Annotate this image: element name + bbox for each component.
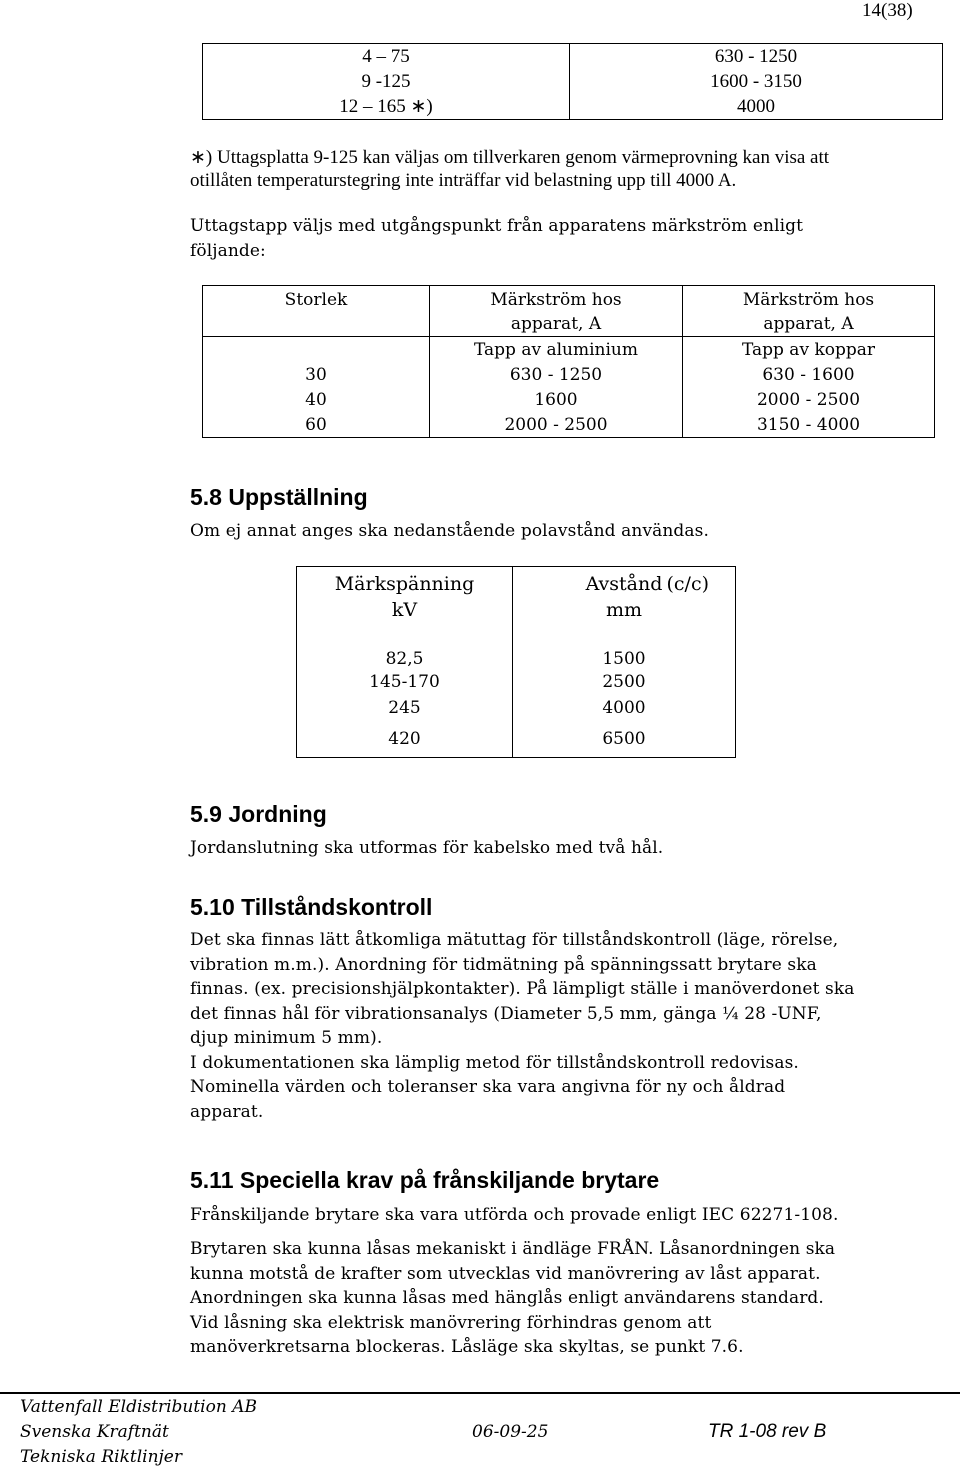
section-text: Jordanslutning ska utformas för kabelsko med två hål.: [190, 838, 664, 858]
pole-distance-table: [296, 566, 736, 758]
table-row: [297, 669, 736, 695]
table-row: [203, 362, 935, 387]
footnote: [190, 146, 829, 192]
table-cell: 2000 - 2500: [430, 412, 683, 438]
table-cell: [203, 337, 430, 363]
table-header-row: [203, 286, 935, 337]
text-line: apparat.: [190, 1101, 264, 1122]
text-line: vibration m.m.). Anordning för tidmätning på spänningssatt brytare ska: [190, 954, 817, 975]
header-line: Märkström hos: [742, 290, 875, 310]
table-row: [203, 387, 935, 412]
table-cell: 630 - 1250: [570, 44, 943, 70]
table-header-voltage: [297, 567, 513, 640]
header-line: Märkström hos: [490, 290, 622, 310]
footer-date: 06-09-25: [472, 1422, 549, 1442]
text-line: Anordningen ska kunna låsas med hänglås enligt användarens standard.: [190, 1288, 824, 1308]
table-header-size: Storlek: [203, 286, 430, 337]
text-line: Det ska finnas lätt åtkomliga mätuttag för tillståndskontroll (läge, rörelse,: [190, 930, 839, 950]
table-row: [203, 412, 935, 438]
table-row: [297, 695, 736, 721]
section-text: Om ej annat anges ska nedanstående polavstånd användas.: [190, 521, 709, 541]
footer-org: Tekniska Riktlinjer: [20, 1447, 182, 1467]
footnote-line: ∗) Uttagsplatta 9-125 kan väljas om tillverkaren genom värmeprovning kan visa att: [190, 147, 830, 168]
table-cell: 245: [297, 695, 513, 721]
text-line: manöverkretsarna blockeras. Låsläge ska skyltas, se punkt 7.6.: [190, 1337, 744, 1357]
text-line: Brytaren ska kunna låsas mekaniskt i ändläge FRÅN. Låsanordningen ska: [190, 1239, 836, 1259]
footnote-line: otillåten temperaturstegring inte inträffar vid belastning upp till 4000 A.: [190, 170, 737, 191]
page-number: 14(38): [862, 0, 913, 21]
section-heading-5-9: 5.9 Jordning: [190, 801, 327, 827]
header-line: Märkspänning: [334, 573, 475, 595]
table-cell: Tapp av aluminium: [430, 337, 683, 363]
table-cell: Tapp av koppar: [683, 337, 935, 363]
text-line: det finnas hål för vibrationsanalys (Diameter 5,5 mm, gänga ¼ 28 -UNF,: [190, 1003, 822, 1024]
table-header-copper: [683, 286, 935, 337]
table-header-distance: [513, 567, 736, 640]
table-cell: 4 – 75: [203, 44, 570, 70]
text-line: Vid låsning ska elektrisk manövrering förhindras genom att: [190, 1312, 712, 1333]
table-row: [203, 69, 943, 94]
table-cell: 82,5: [297, 639, 513, 669]
header-cc: (c/c): [666, 573, 709, 595]
header-line: apparat, A: [510, 314, 602, 334]
table-cell: 40: [203, 387, 430, 412]
table-cell: 420: [297, 721, 513, 758]
table-row: [297, 639, 736, 669]
footer-org: Svenska Kraftnät: [20, 1422, 169, 1442]
header-line: mm: [605, 599, 643, 621]
table-cell: 2000 - 2500: [683, 387, 935, 412]
text-line: kunna motstå de krafter som utvecklas vid manövrering av låst apparat.: [190, 1263, 821, 1284]
table-cell: 30: [203, 362, 430, 387]
header-line: apparat, A: [763, 314, 854, 334]
text-line: finnas. (ex. precisionshjälpkontakter). På lämpligt ställe i manöverdonet ska: [190, 979, 855, 999]
table-cell: 4000: [513, 695, 736, 721]
table-row: [203, 44, 943, 70]
table-row: [203, 94, 943, 120]
section-text: Frånskiljande brytare ska vara utförda och provade enligt IEC 62271-108.: [190, 1205, 839, 1225]
table-cell: 145-170: [297, 669, 513, 695]
intro-line: Uttagstapp väljs med utgångspunkt från apparatens märkström enligt: [190, 216, 804, 236]
header-text: Avstånd: [585, 573, 663, 595]
table-cell: 2500: [513, 669, 736, 695]
table-cell: 630 - 1600: [683, 362, 935, 387]
table-cell: 3150 - 4000: [683, 412, 935, 438]
section-paragraph: [190, 1237, 835, 1360]
table-subheader-row: [203, 337, 935, 363]
section-paragraph: [190, 928, 854, 1124]
table-cell: 4000: [570, 94, 943, 120]
text-line: I dokumentationen ska lämplig metod för tillståndskontroll redovisas.: [190, 1052, 799, 1073]
section-heading-5-8: 5.8 Uppställning: [190, 484, 368, 510]
section-heading-5-10: 5.10 Tillståndskontroll: [190, 894, 433, 920]
intro-line: följande:: [190, 240, 266, 261]
table-cell: 1600 - 3150: [570, 69, 943, 94]
table-row: [297, 721, 736, 758]
table-cell: 1500: [513, 639, 736, 669]
table-cell: 630 - 1250: [430, 362, 683, 387]
tap-plate-table: [202, 43, 943, 120]
rated-current-table: [202, 285, 935, 438]
header-line: kV: [391, 599, 418, 621]
text-line: Nominella värden och toleranser ska vara angivna för ny och åldrad: [190, 1077, 786, 1097]
table-cell: 60: [203, 412, 430, 438]
table-header-aluminium: [430, 286, 683, 337]
header-line: [513, 571, 735, 597]
intro-paragraph: [190, 214, 803, 263]
table-header-row: [297, 567, 736, 640]
footer-doc-id: TR 1-08 rev B: [708, 1421, 827, 1442]
footer-org: Vattenfall Eldistribution AB: [20, 1397, 257, 1417]
table-cell: 6500: [513, 721, 736, 758]
text-line: djup minimum 5 mm).: [190, 1028, 383, 1048]
table-cell: 12 – 165 ∗): [203, 94, 570, 120]
table-cell: 1600: [430, 387, 683, 412]
section-heading-5-11: 5.11 Speciella krav på frånskiljande brytare: [190, 1167, 660, 1193]
footer-divider: [0, 1392, 960, 1394]
table-cell: 9 -125: [203, 69, 570, 94]
